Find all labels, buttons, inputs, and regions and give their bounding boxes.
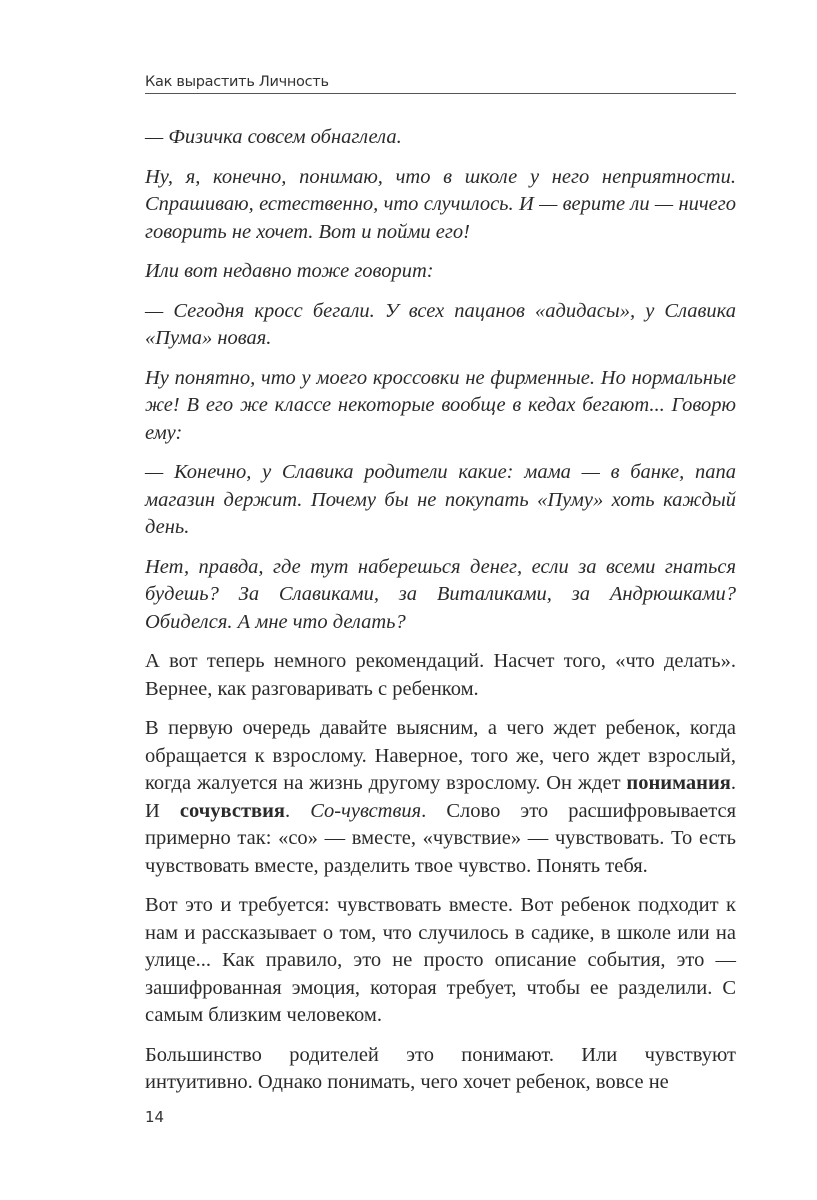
paragraph-quote-1: — Физичка совсем обнаглела. (145, 126, 402, 148)
text-run: . Слово это расшифровывается примерно так: «со» — вместе, «чувствие» — чувствовать. То есть чувствовать вместе, разделить твое чувство. Понять тебя. (145, 799, 736, 877)
paragraph-sympathy (145, 715, 736, 880)
paragraph-quote-7: Нет, правда, где тут наберешься денег, если за всеми гнаться будешь? За Славиками, за Виталиками, за Андрюшками? Обиделся. А мне что делать? (145, 555, 736, 633)
bold-term-understanding: понимания (626, 772, 731, 794)
paragraph-quote-5: Ну понятно, что у моего кроссовки не фирменные. Но нормальные же! В его же классе некоторые вообще в кедах бегают... Говорю ему: (145, 366, 736, 444)
paragraph-quote-6: — Конечно, у Славика родители какие: мама — в банке, папа магазин держит. Почему бы не покупать «Пуму» хоть каждый день. (145, 461, 736, 538)
paragraph-quote-4: — Сегодня кросс бегали. У всех пацанов «адидасы», у Славика «Пума» новая. (145, 299, 736, 349)
page-number: 14 (145, 1108, 165, 1126)
paragraph-quote-2: Ну, я, конечно, понимаю, что в школе у него неприятности. Спрашиваю, естественно, что случилось. И — верите ли — ничего говорить не хочет. Вот и пойми его! (145, 165, 736, 243)
text-run: . И (145, 772, 736, 822)
paragraph-feel-together: Вот это и требуется: чувствовать вместе. Вот ребенок подходит к нам и рассказывает о том, что случилось в садике, в школе или на улице... Как правило, это не просто описание события, это — зашифрованная эмоция, которая требует, чтобы ее разделили. С самым близким человеком. (145, 894, 736, 1026)
paragraph-recommendations: А вот теперь немного рекомендаций. Насчет того, «что делать». Вернее, как разговаривать с ребенком. (145, 650, 736, 700)
page-body (145, 124, 736, 1109)
bold-term-sympathy: сочувствия (179, 799, 285, 822)
text-run: В первую очередь давайте выясним, а чего ждет ребенок, когда обращается к взрослому. Наверное, того же, чего ждет взрослый, когда жалуется на жизнь другому взрослому. Он ждет (145, 717, 736, 794)
italic-term-co-feeling: Со-чувствия (310, 799, 422, 822)
paragraph-most-parents: Большинство родителей это понимают. Или чувствуют интуитивно. Однако понимать, чего хочет ребенок, вовсе не (145, 1043, 736, 1093)
running-header: Как вырастить Личность (145, 74, 736, 94)
paragraph-quote-3: Или вот недавно тоже говорит: (145, 260, 434, 282)
text-run: . (284, 799, 311, 822)
